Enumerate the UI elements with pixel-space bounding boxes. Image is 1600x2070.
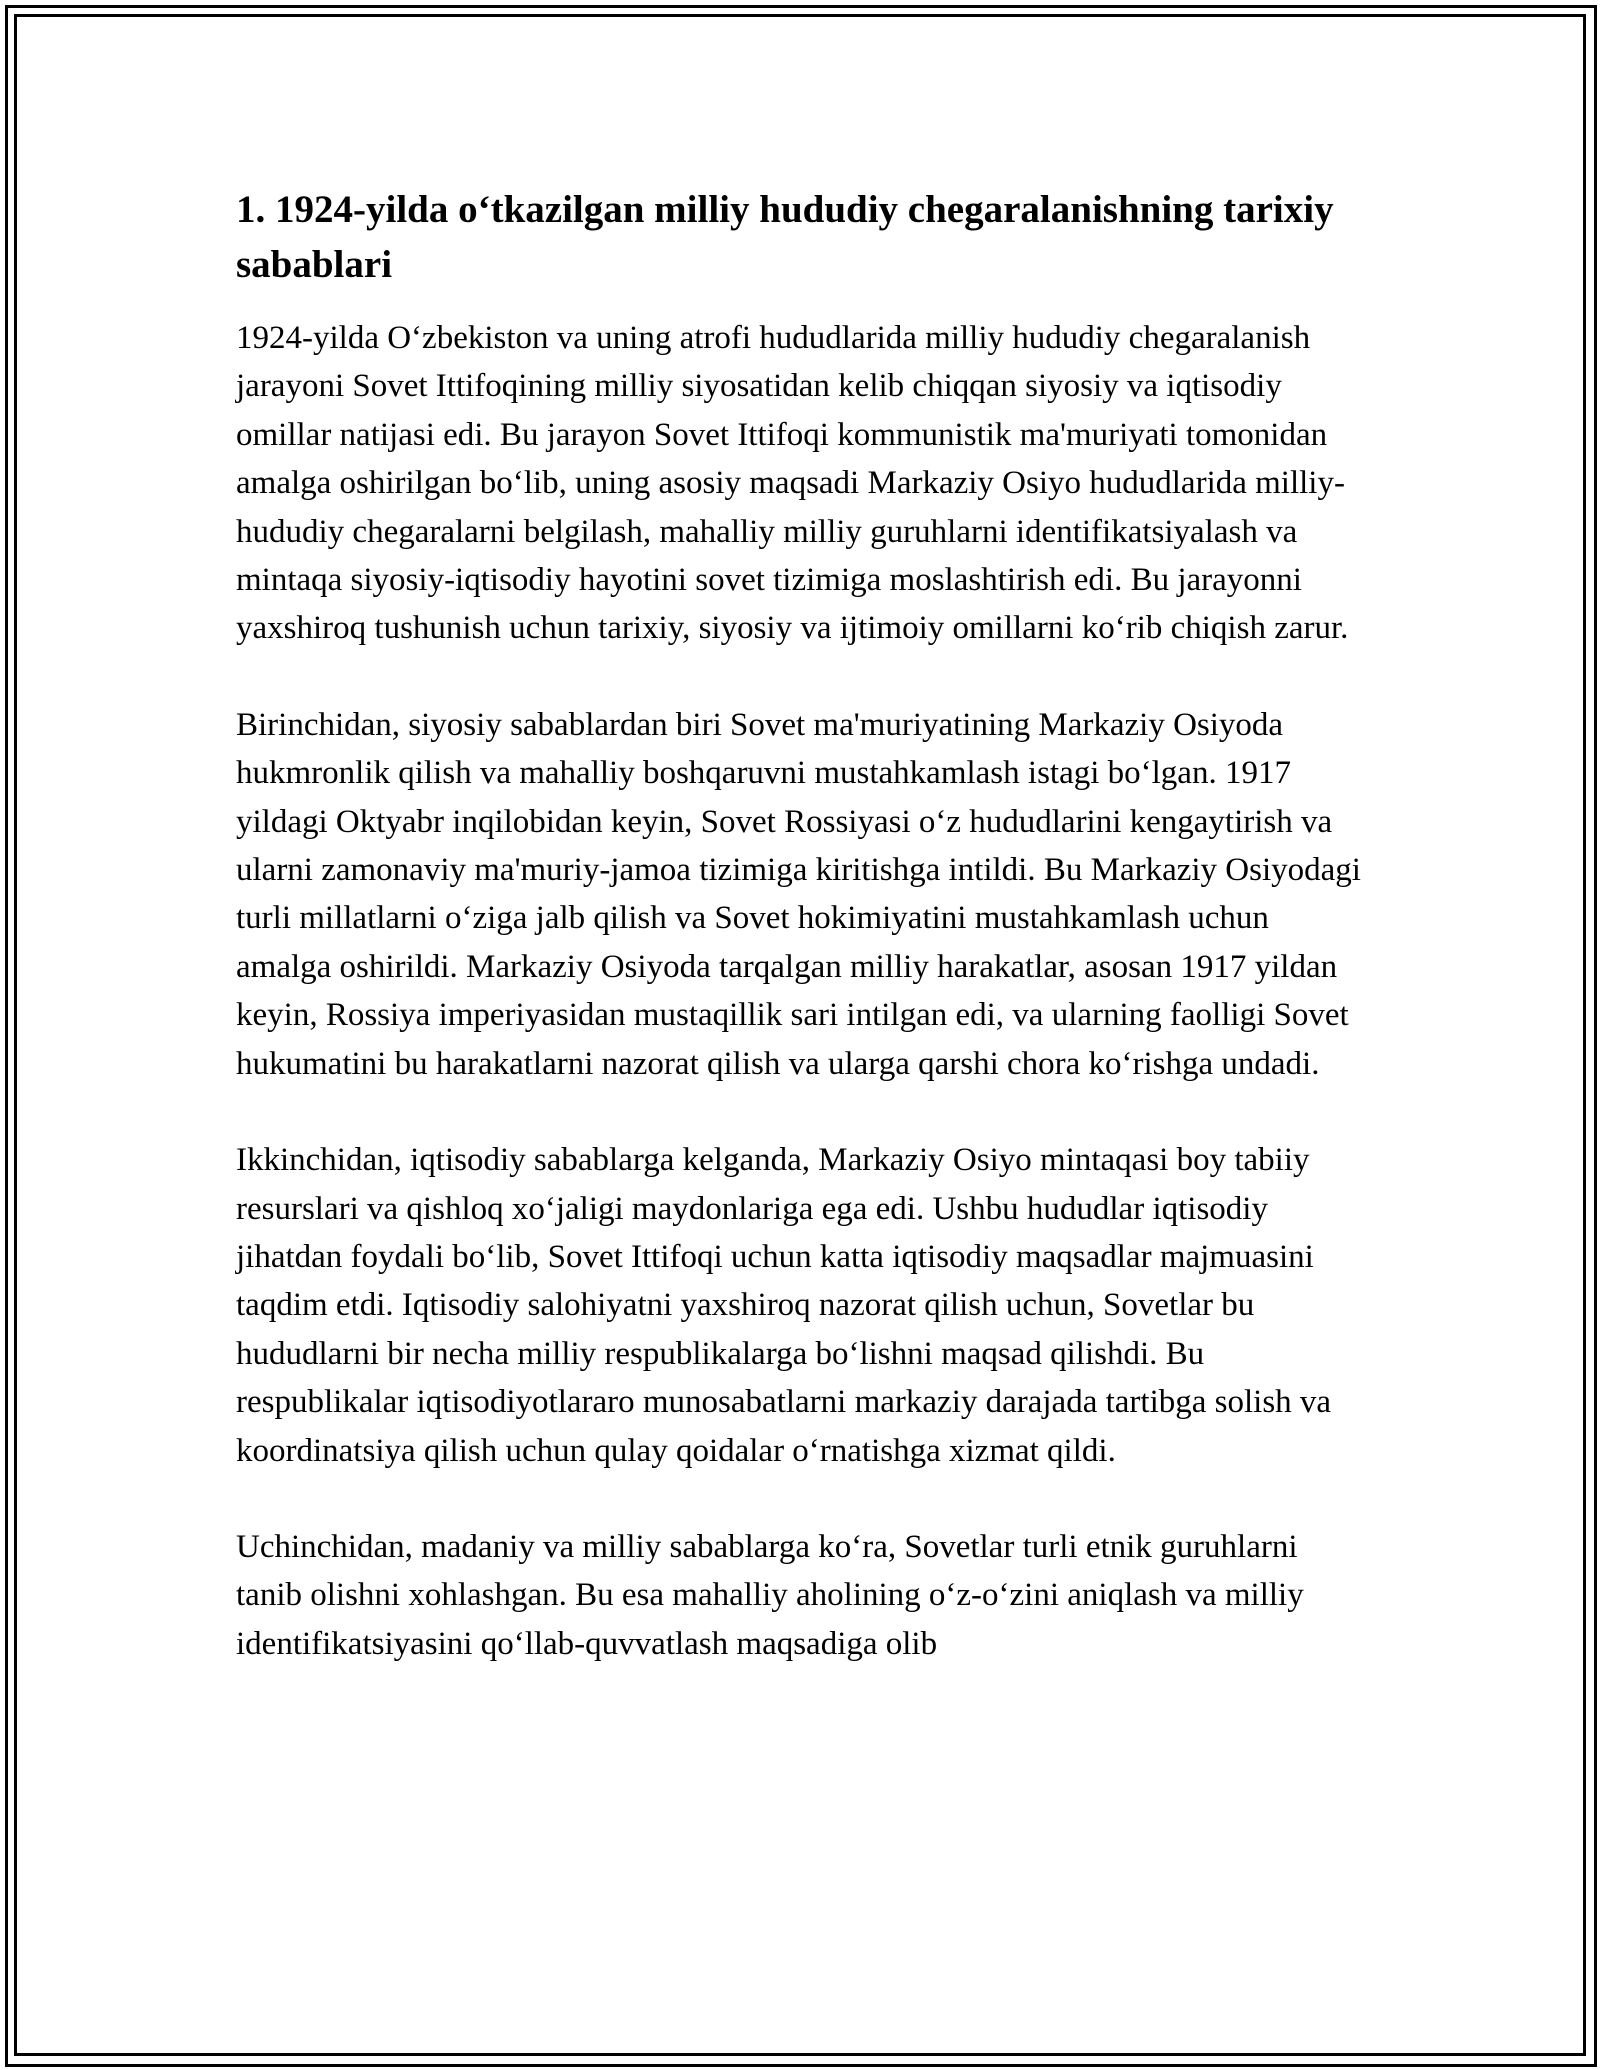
paragraph-political-reasons: Birinchidan, siyosiy sabablardan biri Sovet ma'muriyatining Markaziy Osiyoda hukmronlik qilish va mahalliy boshqaruvni mustahkamlash istagi bo‘lgan. 1917 yildagi Oktyabr inqilobidan keyin, Sovet Rossiyasi o‘z hududlarini kengaytirish va ularni zamonaviy ma'muriy-jamoa tizimiga kiritishga intildi. Bu Markaziy Osiyodagi turli millatlarni o‘ziga jalb qilish va Sovet hokimiyatini mustahkamlash uchun amalga oshirildi. Markaziy Osiyoda tarqalgan milliy harakatlar, asosan 1917 yildan keyin, Rossiya imperiyasidan mustaqillik sari intilgan edi, va ularning faolligi Sovet hukumatini bu harakatlarni nazorat qilish va ularga qarshi chora ko‘rishga undadi.	[236, 706, 1361, 1082]
paragraph-cultural-reasons: Uchinchidan, madaniy va milliy sabablarga ko‘ra, Sovetlar turli etnik guruhlarni tanib olishni xohlashgan. Bu esa mahalliy aholining o‘z-o‘zini aniqlash va milliy identifikatsiyasini qo‘llab-quvvatlash maqsadiga olib	[236, 1528, 1304, 1662]
paragraph-economic-reasons: Ikkinchidan, iqtisodiy sabablarga kelganda, Markaziy Osiyo mintaqasi boy tabiiy resurslari va qishloq xo‘jaligi maydonlariga ega edi. Ushbu hududlar iqtisodiy jihatdan foydali bo‘lib, Sovet Ittifoqi uchun katta iqtisodiy maqsadlar majmuasini taqdim etdi. Iqtisodiy salohiyatni yaxshiroq nazorat qilish uchun, Sovetlar bu hududlarni bir necha milliy respublikalarga bo‘lishni maqsad qilishdi. Bu respublikalar iqtisodiyotlararo munosabatlarni markaziy darajada tartibga solish va koordinatsiya qilish uchun qulay qoidalar o‘rnatishga xizmat qildi.	[236, 1142, 1332, 1469]
section-heading: 1. 1924-yilda o‘tkazilgan milliy hududiy chegaralanishning tarixiy sabablari	[236, 188, 1334, 286]
paragraph-intro: 1924-yilda O‘zbekiston va uning atrofi hududlarida milliy hududiy chegaralanish jarayoni Sovet Ittifoqining milliy siyosatidan kelib chiqqan siyosiy va iqtisodiy omillar natijasi edi. Bu jarayon Sovet Ittifoqi kommunistik ma'muriyati tomonidan amalga oshirilgan bo‘lib, uning asosiy maqsadi Markaziy Osiyo hududlarida milliy-hududiy chegaralarni belgilash, mahalliy milliy guruhlarni identifikatsiyalash va mintaqa siyosiy-iqtisodiy hayotini sovet tizimiga moslashtirish edi. Bu jarayonni yaxshiroq tushunish uchun tarixiy, siyosiy va ijtimoiy omillarni ko‘rib chiqish zarur.	[236, 320, 1349, 647]
document-body	[236, 182, 1366, 1716]
